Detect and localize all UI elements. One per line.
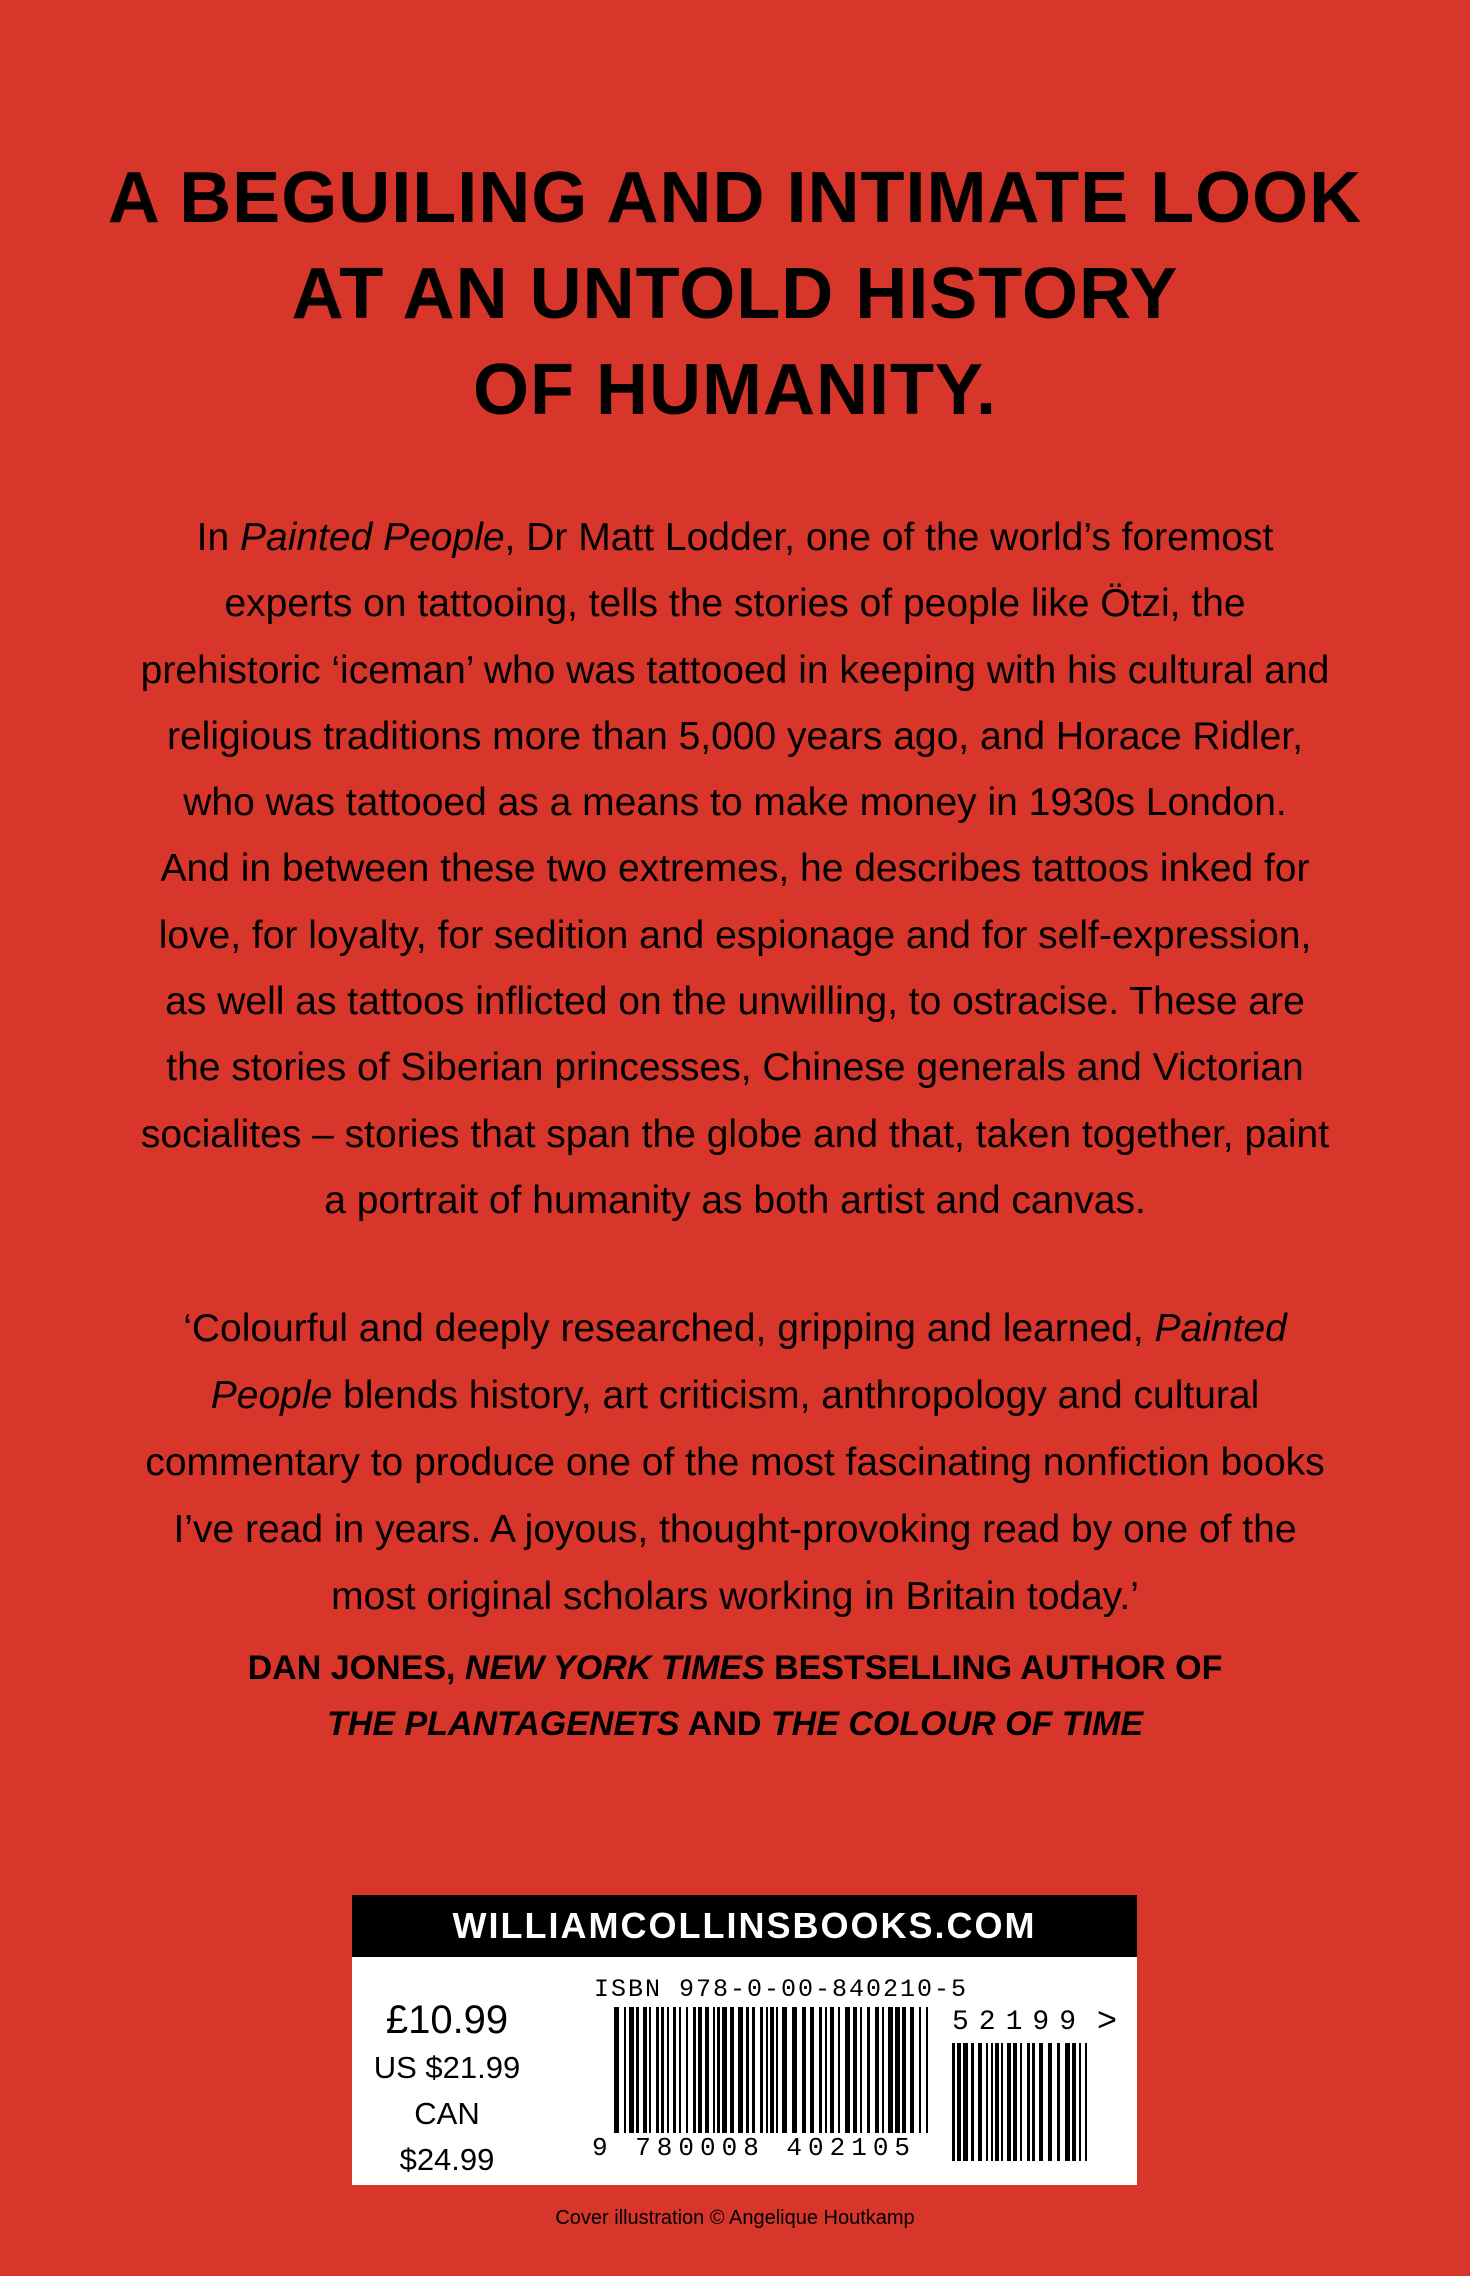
attribution-line [0, 1696, 1470, 1752]
quote-line [0, 1362, 1470, 1429]
blurb [0, 505, 1470, 1234]
barcode-bar [1027, 2043, 1030, 2161]
barcode-bar [730, 2007, 734, 2133]
price-can: CAN $24.99 [399, 2096, 495, 2177]
blurb-line: And in between these two extremes, he describes tattoos inked for [160, 847, 1310, 891]
headline [0, 150, 1470, 438]
barcode-bar [782, 2007, 787, 2133]
quote-text: ‘Colourful and deeply researched, gripping and learned, [183, 1307, 1155, 1350]
author-name: DAN JONES, [247, 1649, 465, 1687]
review-quote [0, 1295, 1470, 1630]
barcode-bar [971, 2043, 974, 2161]
barcode-bar [819, 2007, 822, 2133]
attribution-text: BESTSELLING AUTHOR OF [764, 1649, 1223, 1687]
barcode-bar [1007, 2043, 1011, 2161]
attribution-text: AND [679, 1705, 771, 1743]
barcode-bar [1013, 2043, 1017, 2161]
price-gbp: £10.99 [385, 1998, 509, 2042]
barcode-bar [1057, 2043, 1060, 2161]
price-us: US $21.99 [373, 2050, 521, 2085]
barcode-bar [1001, 2043, 1003, 2161]
barcode-bar [825, 2007, 827, 2133]
barcode-bar [698, 2007, 702, 2133]
barcode-image [614, 2007, 934, 2133]
barcode-bar [919, 2007, 921, 2133]
quote-line: commentary to produce one of the most fascinating nonfiction books [145, 1441, 1325, 1484]
barcode-bar [770, 2007, 774, 2133]
quote-attribution [0, 1640, 1470, 1752]
barcode-bar [661, 2007, 664, 2133]
barcode-bar [752, 2007, 755, 2133]
barcode-bar [656, 2007, 659, 2133]
barcode-bar [649, 2007, 651, 2133]
barcode-bar [830, 2007, 834, 2133]
cover-credit: Cover illustration © Angelique Houtkamp [555, 2207, 915, 2229]
barcode-bar [802, 2007, 806, 2133]
barcode-bar [717, 2007, 720, 2133]
quote-text: blends history, art criticism, anthropology and cultural [332, 1374, 1260, 1417]
addon-digits: 52199 [952, 2007, 1087, 2038]
barcode-bar [673, 2007, 676, 2133]
barcode-bar [963, 2043, 968, 2161]
barcode-bar [995, 2043, 999, 2161]
barcode-bar [888, 2007, 893, 2133]
barcode-bar [991, 2043, 993, 2161]
barcode-bar [792, 2007, 797, 2133]
barcode-bar [867, 2007, 870, 2133]
blurb-line [0, 505, 1470, 571]
headline-line: AT AN UNTOLD HISTORY [291, 254, 1179, 334]
isbn-label: ISBN 978-0-00-840210-5 [594, 1975, 969, 2004]
book-title: THE PLANTAGENETS [327, 1705, 680, 1743]
book-title: Painted [1154, 1307, 1287, 1350]
quote-line: most original scholars working in Britain today.’ [331, 1575, 1139, 1618]
barcode-bar [860, 2007, 862, 2133]
barcode-bar [895, 2007, 900, 2133]
barcode-bar [1079, 2043, 1081, 2161]
quote-line [0, 1295, 1470, 1362]
barcode-bar [629, 2007, 634, 2133]
barcode-bar [746, 2007, 749, 2133]
barcode-bar [667, 2007, 669, 2133]
barcode-bar [845, 2007, 850, 2133]
headline-line: OF HUMANITY. [473, 350, 997, 430]
barcode-bar [1085, 2043, 1087, 2161]
barcode-bar [1065, 2043, 1070, 2161]
barcode-bar [679, 2007, 681, 2133]
barcode-bar [760, 2007, 763, 2133]
barcode-bar [705, 2007, 709, 2133]
barcode-bar [882, 2007, 884, 2133]
book-title: People [210, 1374, 333, 1417]
barcode-bar [738, 2007, 743, 2133]
barcode-bar [926, 2007, 928, 2133]
barcode-bar [693, 2007, 696, 2133]
attribution-line [0, 1640, 1470, 1696]
barcode-bar [713, 2007, 715, 2133]
barcode-bar [957, 2043, 961, 2161]
blurb-line: prehistoric ‘iceman’ who was tattooed in keeping with his cultural and [140, 648, 1330, 692]
chevron-right-icon: > [1097, 2001, 1117, 2039]
blurb-line: socialites – stories that span the globe and that, taken together, paint [140, 1112, 1330, 1156]
book-title: Painted People [240, 516, 505, 559]
blurb-line: a portrait of humanity as both artist and canvas. [324, 1178, 1146, 1222]
blurb-text: , Dr Matt Lodder, one of the world’s foremost [504, 516, 1274, 559]
barcode-bar [838, 2007, 840, 2133]
barcode-panel [352, 1895, 1137, 2185]
publication-name: NEW YORK TIMES [464, 1649, 765, 1687]
barcode-bar [624, 2007, 626, 2133]
barcode-bar [636, 2007, 639, 2133]
barcode-bar [686, 2007, 688, 2133]
blurb-text: In [196, 516, 240, 559]
blurb-line: experts on tattooing, tells the stories of people like Ötzi, the [224, 582, 1246, 626]
blurb-line: the stories of Siberian princesses, Chinese generals and Victorian [166, 1046, 1304, 1090]
headline-line: A BEGUILING AND INTIMATE LOOK [107, 158, 1363, 238]
publisher-website: WILLIAMCOLLINSBOOKS.COM [352, 1895, 1137, 1957]
barcode-bar [902, 2007, 906, 2133]
blurb-line: who was tattooed as a means to make money in 1930s London. [183, 781, 1287, 825]
barcode-bar [853, 2007, 857, 2133]
addon-barcode-image [952, 2043, 1092, 2161]
price-block [372, 1995, 522, 2183]
barcode-bar [643, 2007, 647, 2133]
barcode-bar [952, 2043, 955, 2161]
barcode-bar [910, 2007, 914, 2133]
blurb-line: love, for loyalty, for sedition and espionage and for self-expression, [158, 913, 1312, 957]
barcode-bar [875, 2007, 879, 2133]
barcode-bar [1048, 2043, 1052, 2161]
barcode-bar [776, 2007, 778, 2133]
barcode-bar [1032, 2043, 1035, 2161]
quote-line: I’ve read in years. A joyous, thought-provoking read by one of the [173, 1508, 1297, 1551]
blurb-line: as well as tattoos inflicted on the unwilling, to ostracise. These are [165, 980, 1305, 1024]
barcode-bar [978, 2043, 982, 2161]
barcode-bar [1072, 2043, 1076, 2161]
book-title: THE COLOUR OF TIME [770, 1705, 1143, 1743]
barcode-bar [722, 2007, 727, 2133]
barcode-bar [1039, 2043, 1043, 2161]
barcode-bar [614, 2007, 619, 2133]
barcode-bar [986, 2043, 988, 2161]
barcode-bar [1020, 2043, 1022, 2161]
blurb-line: religious traditions more than 5,000 years ago, and Horace Ridler, [167, 714, 1303, 758]
barcode-bar [766, 2007, 768, 2133]
barcode-digits: 9 780008 402105 [592, 2133, 917, 2163]
barcode-bar [810, 2007, 814, 2133]
